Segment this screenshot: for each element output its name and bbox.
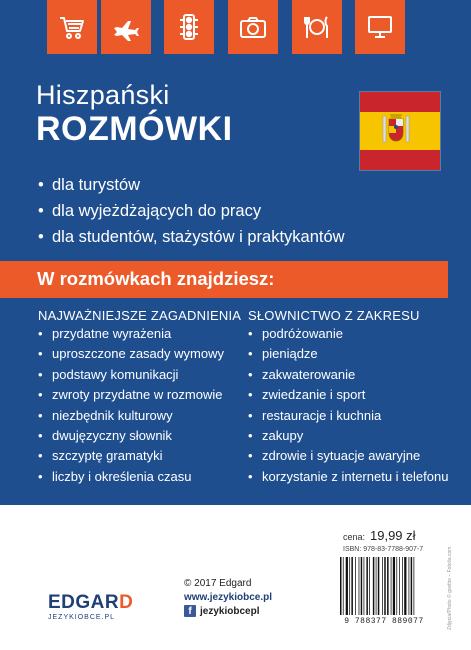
barcode-bar: [355, 557, 356, 615]
vocabulary-item: zwiedzanie i sport: [262, 387, 366, 403]
facebook-icon: f: [184, 605, 196, 617]
isbn-text: ISBN: 978-83-7788-907-7: [343, 546, 424, 553]
vocabulary-item: podróżowanie: [262, 326, 343, 341]
barcode-bar: [391, 557, 392, 615]
topic-item: podstawy komunikacji: [52, 366, 179, 382]
copyright-text: © 2017 Edgard: [184, 578, 252, 589]
topic-item: dwujęzyczny słownik: [52, 428, 172, 444]
list-item: [38, 224, 345, 250]
bullet-glyph: •: [38, 326, 43, 341]
contents-banner: [0, 261, 448, 298]
barcode-bar: [382, 557, 383, 615]
vocabulary-list: [248, 324, 448, 487]
list-item: [38, 172, 345, 198]
list-item: [38, 365, 224, 385]
logo-text: EDGAR: [48, 592, 120, 613]
topic-item: przydatne wyrażenia: [52, 326, 172, 341]
barcode-image: [338, 557, 430, 615]
barcode-bar: [343, 557, 344, 615]
list-item: [248, 467, 448, 487]
barcode-bar: [378, 557, 380, 615]
topic-item: liczby i określenia czasu: [52, 468, 192, 484]
bullet-glyph: •: [38, 366, 43, 382]
topic-item: niezbędnik kulturowy: [52, 407, 173, 423]
publisher-logo-subtitle: JEZYKIOBCE.PL: [48, 614, 116, 621]
topic-item: szczyptę gramatyki: [52, 448, 163, 464]
bullet-glyph: •: [248, 468, 253, 484]
vocabulary-item: restauracje i kuchnia: [262, 407, 382, 423]
bullet-glyph: •: [38, 176, 44, 194]
monitor-icon: [355, 0, 405, 54]
list-item: [38, 426, 224, 446]
spanish-flag-image: [360, 92, 440, 170]
barcode-bar: [340, 557, 342, 615]
topic-item: uproszczone zasady wymowy: [52, 346, 224, 362]
list-item: [248, 365, 448, 385]
vocabulary-item: zdrowie i sytuacje awaryjne: [262, 448, 421, 464]
bullet-glyph: •: [38, 346, 43, 362]
vocabulary-item: korzystanie z internetu i telefonu: [262, 468, 449, 484]
facebook-link[interactable]: jezykiobcepl: [200, 606, 260, 617]
bullet-glyph: •: [38, 228, 44, 246]
bullet-glyph: •: [248, 326, 253, 341]
flag-stripe-bottom: [360, 150, 440, 170]
barcode-bar: [366, 557, 368, 615]
camera-icon: [228, 0, 278, 54]
airplane-icon: [101, 0, 151, 54]
barcode-bar: [376, 557, 377, 615]
barcode-bar: [361, 557, 363, 615]
photo-credit-text: Zdjęcia/Photo © gosthe – Fotolia.com: [447, 546, 453, 630]
price-value: 19,99 zł: [370, 528, 416, 543]
publisher-logo: [48, 592, 133, 614]
left-column-heading: NAJWAŻNIEJSZE ZAGADNIENIA: [38, 308, 242, 323]
title-main: ROZMÓWKI: [36, 110, 233, 148]
shopping-cart-icon: [47, 0, 97, 54]
photo-credit: [447, 520, 457, 630]
topic-item: zwroty przydatne w rozmowie: [52, 387, 223, 403]
list-item: [248, 446, 448, 466]
barcode-bar: [404, 557, 406, 615]
coat-of-arms-icon: [382, 110, 410, 152]
barcode-bar: [399, 557, 400, 615]
website-link[interactable]: www.jezykiobce.pl: [184, 592, 272, 603]
list-item: [38, 467, 224, 487]
list-item: [38, 198, 345, 224]
bullet-glyph: •: [38, 387, 43, 403]
barcode-bar: [402, 557, 403, 615]
audience-item: dla turystów: [52, 176, 141, 194]
price-label: cena:: [343, 532, 366, 542]
barcode-number: 9 788377 889077: [344, 617, 424, 626]
list-item: [248, 426, 448, 446]
barcode-bar: [364, 557, 365, 615]
flag-stripe-top: [360, 92, 440, 112]
barcode-bar: [359, 557, 360, 615]
audience-list: [38, 172, 345, 250]
list-item: [248, 324, 448, 344]
audience-item: dla studentów, stażystów i praktykantów: [52, 228, 345, 246]
barcode-bar: [351, 557, 353, 615]
bullet-glyph: •: [248, 448, 253, 464]
barcode-bar: [396, 557, 397, 615]
barcode-bar: [387, 557, 389, 615]
bullet-glyph: •: [248, 428, 253, 444]
bullet-glyph: •: [38, 448, 43, 464]
list-item: [38, 446, 224, 466]
list-item: [248, 406, 448, 426]
traffic-light-icon: [164, 0, 214, 54]
vocabulary-item: pieniądze: [262, 346, 318, 362]
list-item: [38, 385, 224, 405]
bullet-glyph: •: [38, 428, 43, 444]
list-item: [248, 344, 448, 364]
list-item: [248, 385, 448, 405]
right-column-heading: SŁOWNICTWO Z ZAKRESU: [248, 308, 420, 323]
bullet-glyph: •: [38, 468, 43, 484]
barcode-bar: [349, 557, 350, 615]
barcode-bar: [411, 557, 413, 615]
list-item: [38, 406, 224, 426]
vocabulary-item: zakwaterowanie: [262, 366, 356, 382]
topics-list: [38, 324, 224, 487]
bullet-glyph: •: [248, 387, 253, 403]
vocabulary-item: zakupy: [262, 428, 304, 444]
bullet-glyph: •: [38, 407, 43, 423]
bullet-glyph: •: [248, 407, 253, 423]
barcode-bar: [346, 557, 348, 615]
title-language: Hiszpański: [36, 80, 170, 110]
barcode-bar: [393, 557, 395, 615]
barcode-bar: [373, 557, 375, 615]
fork-plate-knife-icon: [292, 0, 342, 54]
bullet-glyph: •: [248, 366, 253, 382]
banner-text: W rozmówkach znajdziesz:: [37, 268, 275, 289]
list-item: [38, 324, 224, 344]
barcode-bar: [409, 557, 410, 615]
logo-text-accent: D: [119, 592, 134, 613]
audience-item: dla wyjeżdżających do pracy: [52, 202, 262, 220]
barcode-bar: [369, 557, 370, 615]
bullet-glyph: •: [38, 202, 44, 220]
bullet-glyph: •: [248, 346, 253, 362]
list-item: [38, 344, 224, 364]
barcode-bar: [414, 557, 415, 615]
barcode-bar: [384, 557, 386, 615]
